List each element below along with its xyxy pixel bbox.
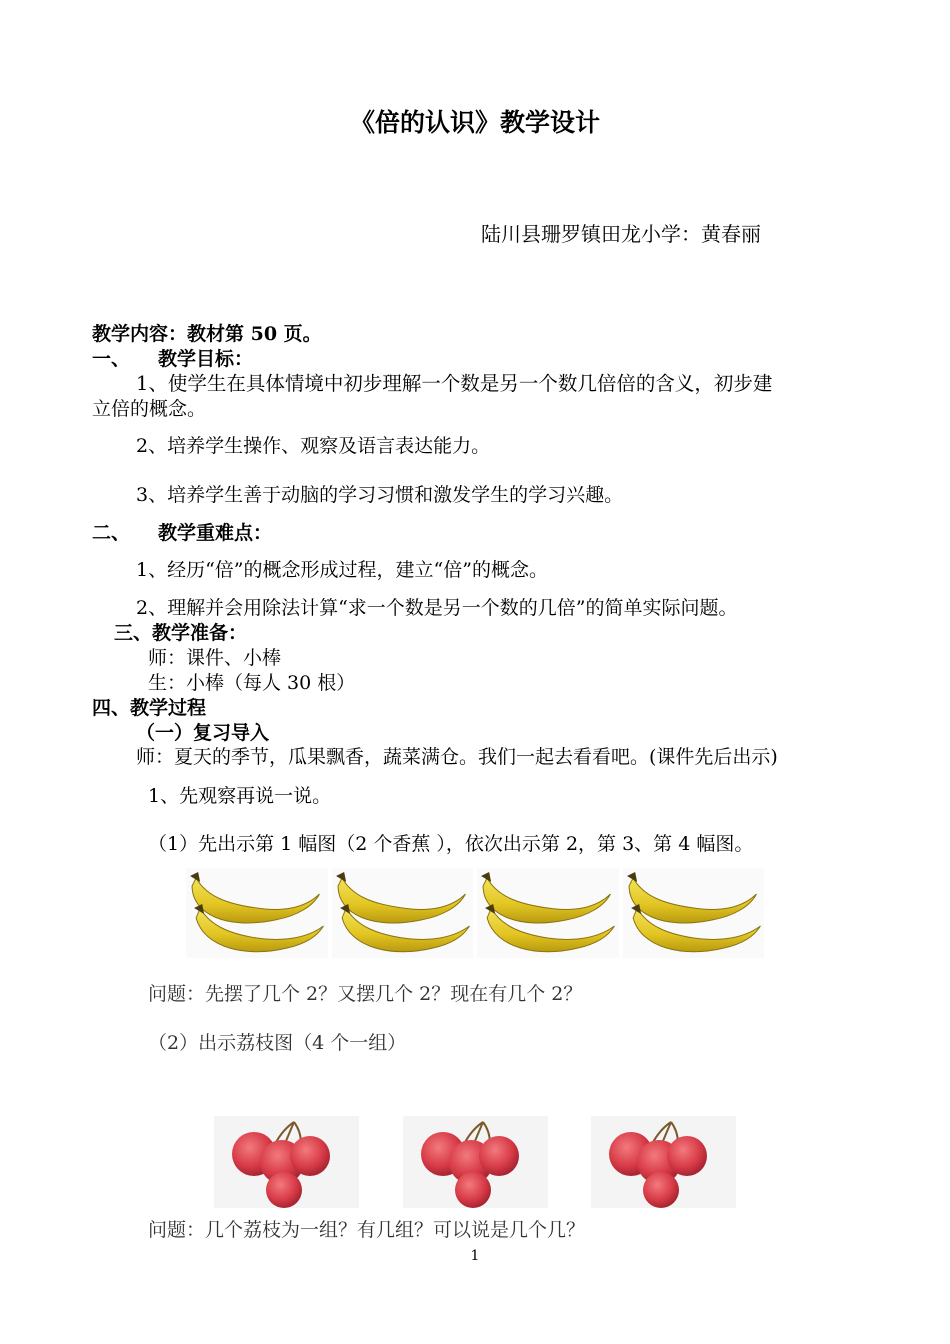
item1-line: （1）先出示第 1 幅图（2 个香蕉 ），依次出示第 2，第 3、第 4 幅图。	[148, 833, 754, 855]
section4-sub1: （一）复习导入	[136, 722, 270, 744]
banana-image	[477, 868, 619, 958]
author-line: 陆川县珊罗镇田龙小学：黄春丽	[481, 222, 761, 246]
lychee-image	[214, 1116, 359, 1208]
intro-line: 师：夏天的季节，瓜果飘香，蔬菜满仓。我们一起去看看吧。(课件先后出示)	[136, 746, 778, 768]
goal1-line2: 立倍的概念。	[92, 398, 207, 420]
banana-image-row	[186, 868, 764, 958]
content-line: 教学内容：教材第 50 页。	[92, 323, 322, 345]
section2-heading: 教学重难点：	[158, 522, 273, 544]
step1-line: 1、先观察再说一说。	[148, 785, 332, 807]
item2-line: （2）出示荔枝图（4 个一组）	[148, 1032, 407, 1054]
section3-heading: 三、教学准备：	[114, 622, 248, 644]
lychee-image	[591, 1116, 736, 1208]
banana-image	[186, 868, 328, 958]
goal1-line1: 1、使学生在具体情境中初步理解一个数是另一个数几倍倍的含义，初步建	[136, 372, 773, 395]
section1-heading: 教学目标：	[158, 348, 254, 370]
section1-number: 一、	[92, 348, 131, 370]
lychee-image-row	[214, 1116, 736, 1208]
question1-line: 问题：先摆了几个 2？又摆几个 2？现在有几个 2？	[148, 983, 583, 1005]
banana-image	[623, 868, 765, 958]
point1: 1、经历“倍”的概念形成过程，建立“倍”的概念。	[136, 559, 548, 581]
point2: 2、理解并会用除法计算“求一个数是另一个数的几倍”的简单实际问题。	[136, 597, 738, 619]
question2-line: 问题：几个荔枝为一组？有几组？可以说是几个几？	[148, 1219, 586, 1241]
goal2: 2、培养学生操作、观察及语言表达能力。	[136, 435, 491, 457]
section4-heading: 四、教学过程	[92, 697, 207, 719]
prep-teacher: 师：课件、小棒	[148, 647, 282, 669]
lychee-image	[403, 1116, 548, 1208]
prep-student: 生：小棒（每人 30 根）	[148, 672, 356, 694]
document-title: 《倍的认识》教学设计	[349, 108, 600, 137]
banana-image	[332, 868, 474, 958]
page-number: 1	[470, 1248, 480, 1264]
goal3: 3、培养学生善于动脑的学习习惯和激发学生的学习兴趣。	[136, 484, 624, 506]
section2-number: 二、	[92, 522, 131, 544]
